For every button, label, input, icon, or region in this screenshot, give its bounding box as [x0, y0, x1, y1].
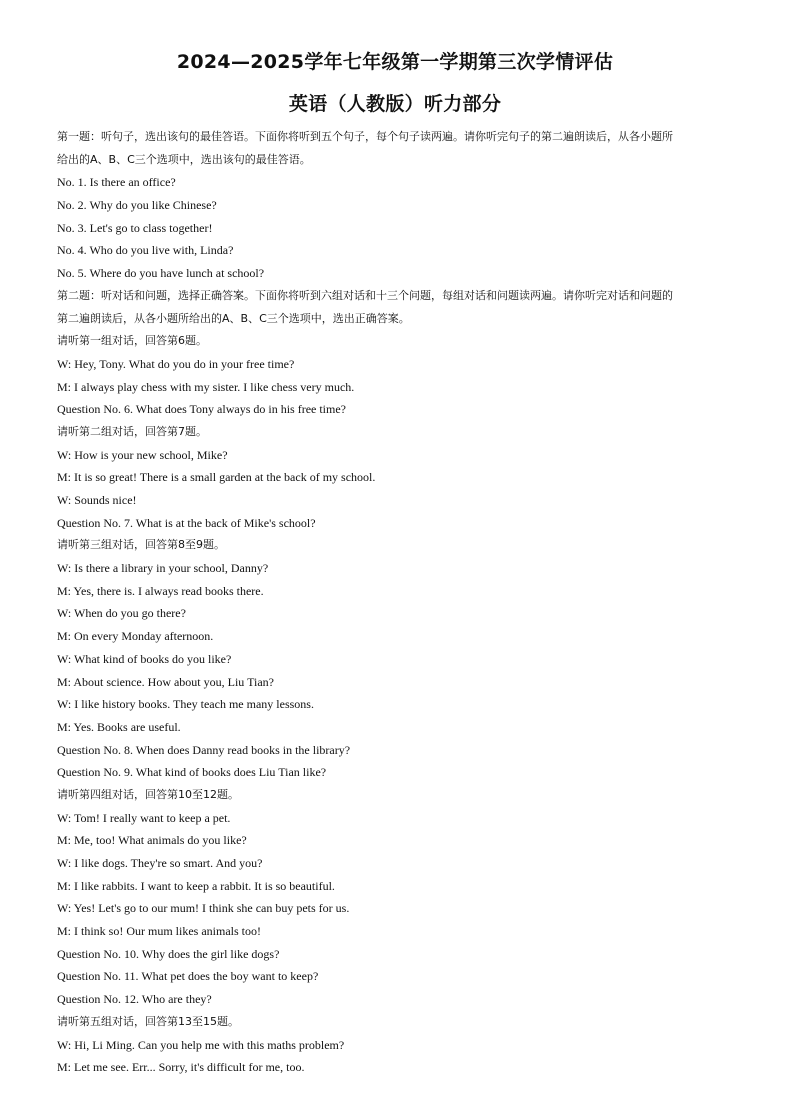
transcript-line: W: What kind of books do you like?	[57, 651, 232, 666]
transcript-line: W: Sounds nice!	[57, 493, 137, 507]
transcript-line: W: I like dogs. They're so smart. And you?	[57, 856, 263, 870]
transcript-line: 请听第四组对话，回答第10至12题。	[57, 787, 239, 801]
transcript-line: No. 5. Where do you have lunch at school?	[57, 266, 265, 281]
transcript-line: No. 2. Why do you like Chinese?	[57, 198, 217, 213]
transcript-line: 第二遍朗读后，从各小题所给出的A、B、C三个选项中，选出正确答案。	[57, 311, 410, 325]
transcript-line: M: Me, too! What animals do you like?	[57, 833, 247, 848]
transcript-line: M: It is so great! There is a small garden at the back of my school.	[57, 470, 376, 485]
document-title: 2024—2025学年七年级第一学期第三次学情评估	[176, 51, 614, 73]
transcript-line: Question No. 12. Who are they?	[57, 992, 212, 1007]
transcript-line: Question No. 10. Why does the girl like dogs?	[57, 946, 280, 961]
transcript-line: Question No. 8. When does Danny read books in the library?	[57, 742, 351, 757]
transcript-line: W: Is there a library in your school, Danny?	[57, 561, 269, 576]
transcript-line: W: I like history books. They teach me many lessons.	[57, 697, 314, 712]
transcript-line: 给出的A、B、C三个选项中，选出该句的最佳答语。	[57, 152, 311, 166]
transcript-line: No. 3. Let's go to class together!	[57, 220, 213, 235]
transcript-line: M: Yes, there is. I always read books there.	[57, 583, 264, 598]
transcript-body	[57, 126, 737, 1079]
transcript-line: W: When do you go there?	[57, 606, 186, 621]
transcript-line: 请听第五组对话，回答第13至15题。	[57, 1014, 239, 1028]
transcript-line: M: I think so! Our mum likes animals too!	[57, 924, 261, 939]
transcript-line: W: Hi, Li Ming. Can you help me with this maths problem?	[57, 1037, 345, 1052]
transcript-line: No. 1. Is there an office?	[57, 175, 176, 190]
transcript-line: 第一题：听句子，选出该句的最佳答语。下面你将听到五个句子，每个句子读两遍。请你听完句子的第二遍朗读后，从各小题所	[57, 130, 673, 143]
transcript-line: Question No. 7. What is at the back of Mike's school?	[57, 515, 316, 530]
transcript-line: Question No. 11. What pet does the boy want to keep?	[57, 969, 319, 984]
transcript-line: M: Let me see. Err... Sorry, it's difficult for me, too.	[57, 1060, 305, 1075]
transcript-line: W: Yes! Let's go to our mum! I think she can buy pets for us.	[57, 901, 350, 916]
transcript-line: W: How is your new school, Mike?	[57, 447, 228, 462]
transcript-line: W: Tom! I really want to keep a pet.	[57, 810, 231, 825]
document-subtitle: 英语（人教版）听力部分	[288, 93, 502, 115]
transcript-line: 请听第二组对话，回答第7题。	[57, 424, 207, 438]
transcript-line: 请听第一组对话，回答第6题。	[57, 334, 207, 348]
transcript-line: Question No. 9. What kind of books does Liu Tian like?	[57, 765, 327, 780]
transcript-line: W: Hey, Tony. What do you do in your free time?	[57, 356, 295, 371]
transcript-line: M: On every Monday afternoon.	[57, 629, 214, 644]
transcript-line: M: I like rabbits. I want to keep a rabbit. It is so beautiful.	[57, 878, 335, 893]
transcript-line: Question No. 6. What does Tony always do in his free time?	[57, 402, 346, 417]
transcript-line: M: Yes. Books are useful.	[57, 719, 181, 734]
transcript-line: 第二题：听对话和问题，选择正确答案。下面你将听到六组对话和十三个问题，每组对话和问题读两遍。请你听完对话和问题的	[57, 288, 673, 302]
transcript-line: M: I always play chess with my sister. I like chess very much.	[57, 379, 355, 394]
transcript-line: M: About science. How about you, Liu Tian?	[57, 674, 274, 689]
transcript-line: 请听第三组对话，回答第8至9题。	[57, 538, 225, 552]
transcript-line: No. 4. Who do you live with, Linda?	[57, 243, 234, 258]
